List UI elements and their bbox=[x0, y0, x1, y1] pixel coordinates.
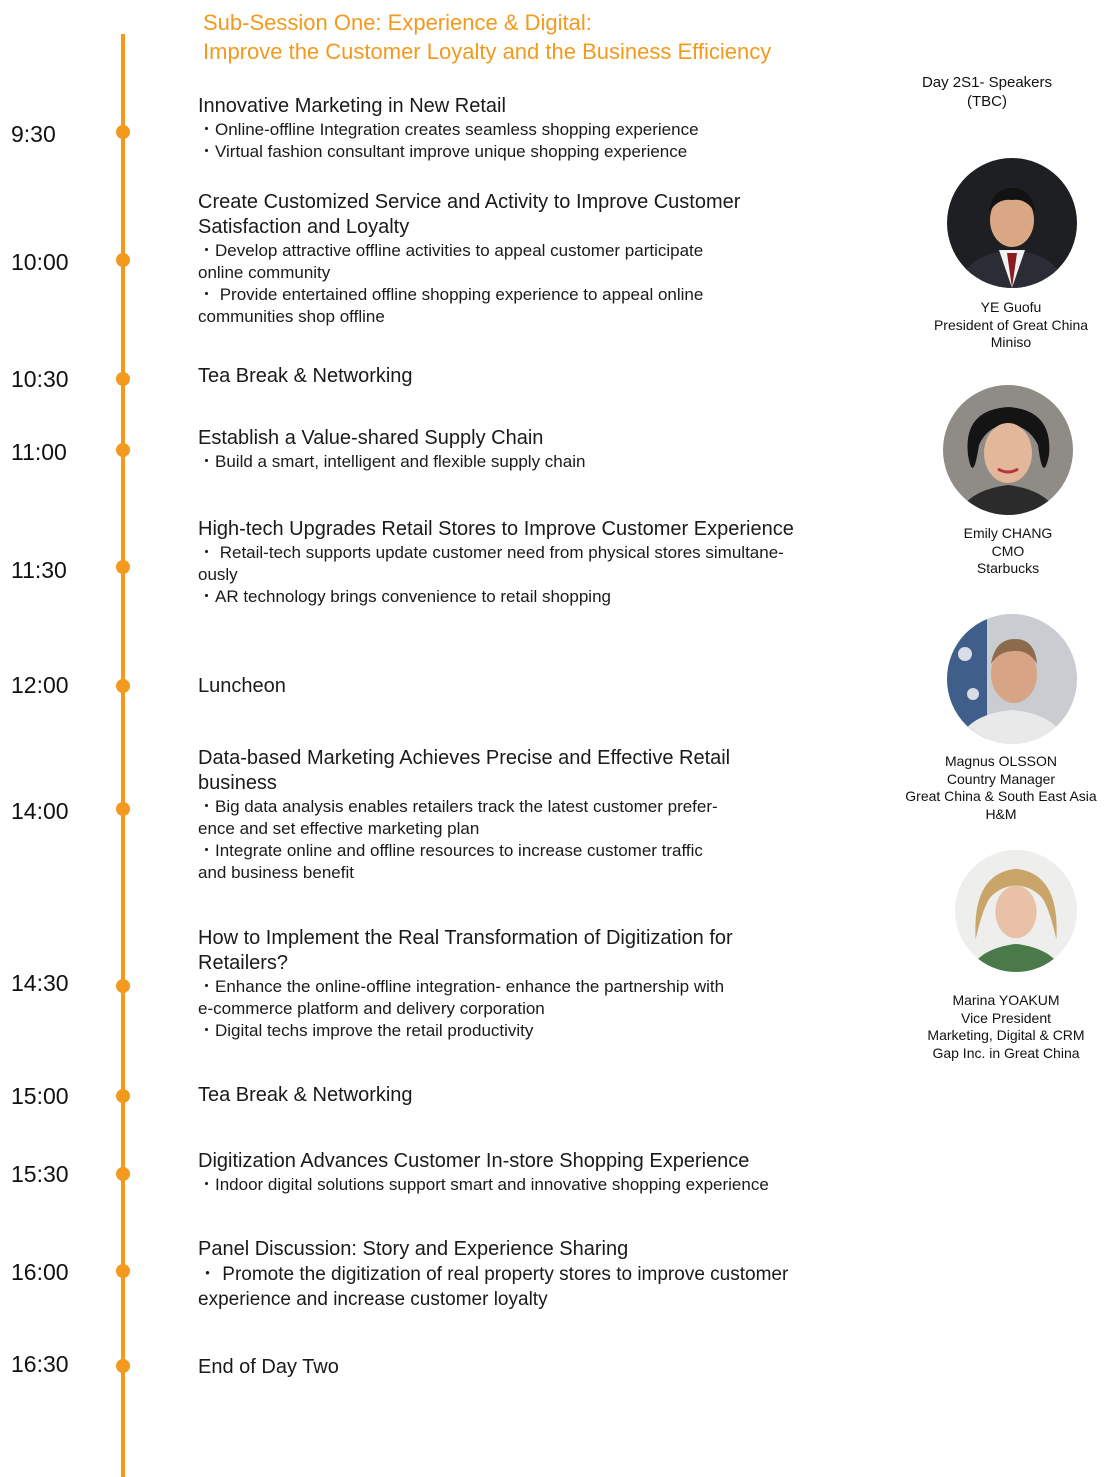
agenda-item bbox=[198, 1149, 883, 1196]
speaker-title: Great China & South East Asia bbox=[905, 788, 1097, 804]
speaker-portrait-icon bbox=[947, 158, 1077, 288]
agenda-bullet: ・Virtual fashion consultant improve unique shopping experience bbox=[198, 142, 688, 161]
timeline-dot bbox=[116, 560, 130, 574]
timeline-dot bbox=[116, 1264, 130, 1278]
time-label: 12:00 bbox=[11, 672, 69, 698]
agenda-bullet: ・Enhance the online-offline integration- enhance the partnership with bbox=[198, 977, 725, 996]
agenda-item bbox=[198, 426, 883, 473]
speaker-title: CMO bbox=[991, 542, 1025, 559]
speaker-photo bbox=[955, 850, 1077, 972]
speaker-company: Starbucks bbox=[976, 560, 1040, 576]
speaker-photo bbox=[943, 385, 1073, 515]
agenda-bullet: and business benefit bbox=[198, 863, 354, 882]
speaker-company: H&M bbox=[985, 805, 1017, 822]
speaker-info bbox=[901, 992, 1107, 1062]
speaker-info bbox=[903, 525, 1107, 578]
agenda-heading: Establish a Value-shared Supply Chain bbox=[198, 427, 544, 449]
agenda-heading: Innovative Marketing in New Retail bbox=[198, 95, 506, 117]
agenda-bullet: online community bbox=[198, 263, 331, 282]
timeline-dot bbox=[116, 125, 130, 139]
time-label: 14:30 bbox=[11, 970, 69, 996]
agenda-bullet: ・Digital techs improve the retail productivity bbox=[198, 1021, 534, 1040]
agenda-heading: Tea Break & Networking bbox=[198, 365, 413, 387]
agenda-bullet: ・Integrate online and offline resources to increase customer traffic bbox=[198, 841, 703, 860]
timeline-line bbox=[121, 34, 125, 1477]
agenda-heading: business bbox=[198, 772, 277, 794]
time-label: 15:00 bbox=[11, 1083, 69, 1109]
agenda-item bbox=[198, 1083, 883, 1108]
speakers-header bbox=[907, 73, 1067, 111]
agenda-item bbox=[198, 190, 883, 328]
agenda-item bbox=[198, 674, 883, 699]
session-title-line-1: Sub-Session One: Experience & Digital: bbox=[203, 10, 592, 35]
speaker-portrait-icon bbox=[943, 385, 1073, 515]
agenda-item bbox=[198, 364, 883, 389]
agenda-item bbox=[198, 1237, 883, 1312]
agenda-heading: Digitization Advances Customer In-store Shopping Experience bbox=[198, 1150, 750, 1172]
speaker-title: Marketing, Digital & CRM bbox=[927, 1027, 1085, 1043]
speaker-title: Vice President bbox=[960, 1009, 1051, 1026]
speaker-company: Miniso bbox=[990, 334, 1032, 350]
speaker-photo bbox=[947, 158, 1077, 288]
agenda-heading: Create Customized Service and Activity to Improve Customer bbox=[198, 191, 741, 213]
agenda-item bbox=[198, 926, 883, 1042]
time-label: 10:00 bbox=[11, 249, 69, 275]
speaker-name: YE Guofu bbox=[980, 299, 1042, 315]
time-label: 16:00 bbox=[11, 1259, 69, 1285]
agenda-bullet: ・ Provide entertained offline shopping experience to appeal online bbox=[198, 285, 704, 304]
speaker-info bbox=[906, 299, 1107, 352]
time-label: 10:30 bbox=[11, 366, 69, 392]
agenda-bullet: communities shop offline bbox=[198, 307, 385, 326]
speaker-portrait-icon bbox=[947, 614, 1077, 744]
agenda-bullet: ・AR technology brings convenience to retail shopping bbox=[198, 587, 611, 606]
time-label: 11:30 bbox=[11, 557, 67, 583]
timeline-dot bbox=[116, 979, 130, 993]
agenda-bullet: ・Indoor digital solutions support smart and innovative shopping experience bbox=[198, 1175, 769, 1194]
agenda-bullet: ously bbox=[198, 565, 238, 584]
time-label: 16:30 bbox=[11, 1351, 69, 1377]
agenda-heading: End of Day Two bbox=[198, 1356, 339, 1378]
agenda-heading: How to Implement the Real Transformation of Digitization for bbox=[198, 927, 733, 949]
session-title bbox=[203, 8, 903, 66]
agenda-bullet: e-commerce platform and delivery corporation bbox=[198, 999, 545, 1018]
time-label: 15:30 bbox=[11, 1161, 69, 1187]
speakers-header-line-2: (TBC) bbox=[967, 93, 1007, 110]
speaker-name: Magnus OLSSON bbox=[944, 753, 1058, 769]
timeline-dot bbox=[116, 443, 130, 457]
agenda-bullet: ・Online-offline Integration creates seamless shopping experience bbox=[198, 120, 699, 139]
time-label: 14:00 bbox=[11, 798, 69, 824]
session-title-line-2: Improve the Customer Loyalty and the Business Efficiency bbox=[203, 39, 772, 64]
timeline-dot bbox=[116, 679, 130, 693]
agenda-heading: Retailers? bbox=[198, 952, 289, 974]
agenda-heading: Luncheon bbox=[198, 675, 286, 697]
speakers-header-line-1: Day 2S1- Speakers bbox=[921, 74, 1053, 91]
speaker-info bbox=[896, 753, 1106, 823]
speaker-company: Gap Inc. in Great China bbox=[932, 1044, 1080, 1061]
timeline-dot bbox=[116, 1359, 130, 1373]
speaker-photo bbox=[947, 614, 1077, 744]
speaker-title: Country Manager bbox=[946, 770, 1056, 787]
timeline-dot bbox=[116, 372, 130, 386]
agenda-bullet: ・Develop attractive offline activities to appeal customer participate bbox=[198, 241, 704, 260]
agenda-bullet: ・ Retail-tech supports update customer need from physical stores simultane- bbox=[198, 543, 784, 562]
agenda-bullet: ・ Promote the digitization of real property stores to improve customer bbox=[198, 1264, 789, 1285]
agenda-heading: Data-based Marketing Achieves Precise and Effective Retail bbox=[198, 747, 731, 769]
agenda-bullet: ・Build a smart, intelligent and flexible supply chain bbox=[198, 452, 586, 471]
timeline-dot bbox=[116, 253, 130, 267]
speaker-portrait-icon bbox=[955, 850, 1077, 972]
agenda-heading: Satisfaction and Loyalty bbox=[198, 216, 410, 238]
agenda-item bbox=[198, 517, 883, 608]
agenda-heading: Tea Break & Networking bbox=[198, 1084, 413, 1106]
agenda-bullet: ・Big data analysis enables retailers track the latest customer prefer- bbox=[198, 797, 718, 816]
agenda-bullet: ence and set effective marketing plan bbox=[198, 819, 480, 838]
agenda-item bbox=[198, 94, 883, 163]
time-label: 11:00 bbox=[11, 439, 67, 465]
agenda-bullet: experience and increase customer loyalty bbox=[198, 1289, 548, 1310]
speaker-name: Emily CHANG bbox=[963, 525, 1053, 541]
timeline-dot bbox=[116, 1167, 130, 1181]
agenda-heading: Panel Discussion: Story and Experience Sharing bbox=[198, 1238, 629, 1260]
timeline-dot bbox=[116, 1089, 130, 1103]
time-label: 9:30 bbox=[11, 121, 56, 147]
agenda-item bbox=[198, 1355, 883, 1380]
timeline-dot bbox=[116, 802, 130, 816]
speaker-name: Marina YOAKUM bbox=[952, 992, 1060, 1008]
agenda-heading: High-tech Upgrades Retail Stores to Improve Customer Experience bbox=[198, 518, 794, 540]
agenda-item bbox=[198, 746, 883, 884]
speaker-title: President of Great China bbox=[933, 316, 1089, 333]
